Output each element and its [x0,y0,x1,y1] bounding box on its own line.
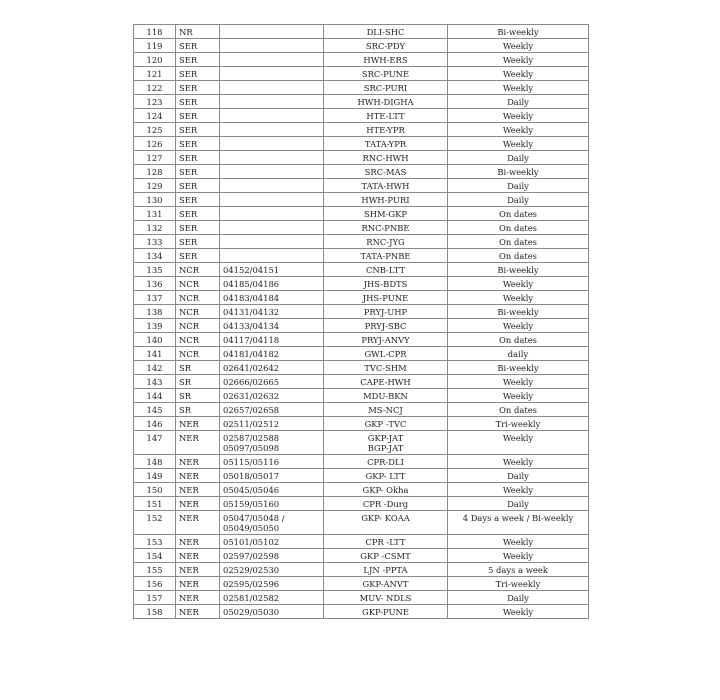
frequency-cell: 5 days a week [448,563,589,577]
frequency-cell: Weekly [448,123,589,137]
serial-number-cell: 119 [134,39,176,53]
serial-number-cell: 158 [134,605,176,619]
route-cell: TATA-YPR [324,137,448,151]
route-cell: MDU-BKN [324,389,448,403]
train-number-cell: 02631/02632 [220,389,324,403]
railway-zone-cell: NCR [176,333,220,347]
frequency-cell: Weekly [448,319,589,333]
railway-zone-cell: SER [176,249,220,263]
railway-zone-cell: SER [176,53,220,67]
table-row [134,455,589,469]
serial-number-cell: 145 [134,403,176,417]
serial-number-cell: 151 [134,497,176,511]
table-row [134,179,589,193]
railway-zone-cell: NER [176,431,220,455]
frequency-cell: On dates [448,403,589,417]
railway-zone-cell: SR [176,403,220,417]
serial-number-cell: 140 [134,333,176,347]
route-cell: HTE-LTT [324,109,448,123]
table-row [134,207,589,221]
serial-number-cell: 144 [134,389,176,403]
railway-zone-cell: NER [176,511,220,535]
route-line: BGP-JAT [367,443,404,453]
route-cell: GKP- Okha [324,483,448,497]
railway-zone-cell: NER [176,549,220,563]
frequency-cell: Weekly [448,549,589,563]
route-cell: MUV- NDLS [324,591,448,605]
table-row [134,249,589,263]
train-number-cell [220,193,324,207]
frequency-cell: On dates [448,207,589,221]
frequency-cell: Daily [448,179,589,193]
serial-number-cell: 147 [134,431,176,455]
route-cell: GKP- KOAA [324,511,448,535]
table-row [134,319,589,333]
serial-number-cell: 135 [134,263,176,277]
serial-number-cell: 118 [134,25,176,39]
table-row [134,81,589,95]
railway-zone-cell: NER [176,469,220,483]
train-number-cell: 02597/02598 [220,549,324,563]
railway-zone-cell: SR [176,375,220,389]
route-cell: HWH-ERS [324,53,448,67]
frequency-cell: Weekly [448,431,589,455]
train-number-cell [220,179,324,193]
train-number-line: 05097/05098 [223,443,280,453]
table-row [134,151,589,165]
route-cell: GKP-PUNE [324,605,448,619]
frequency-cell: Weekly [448,605,589,619]
route-cell: GKP -CSMT [324,549,448,563]
table-row [134,361,589,375]
railway-zone-cell: NER [176,483,220,497]
serial-number-cell: 124 [134,109,176,123]
frequency-cell: Weekly [448,67,589,81]
railway-zone-cell: SER [176,179,220,193]
train-number-cell: 02641/02642 [220,361,324,375]
railway-zone-cell: SER [176,207,220,221]
table-row [134,277,589,291]
route-cell: CAPE-HWH [324,375,448,389]
railway-zone-cell: SER [176,165,220,179]
frequency-cell: Weekly [448,81,589,95]
serial-number-cell: 143 [134,375,176,389]
route-cell: SRC-PDY [324,39,448,53]
train-number-cell: 05029/05030 [220,605,324,619]
table-row [134,193,589,207]
route-cell: RNC-PNBE [324,221,448,235]
route-cell: HWH-DIGHA [324,95,448,109]
frequency-cell: Weekly [448,455,589,469]
railway-zone-cell: NCR [176,347,220,361]
train-number-line: 05047/05048 / [223,513,285,523]
serial-number-cell: 129 [134,179,176,193]
serial-number-cell: 125 [134,123,176,137]
table-row [134,605,589,619]
train-number-cell [220,95,324,109]
table-body [134,25,589,619]
table-row [134,221,589,235]
serial-number-cell: 127 [134,151,176,165]
railway-zone-cell: SR [176,361,220,375]
railway-zone-cell: NCR [176,305,220,319]
route-cell: TATA-PNBE [324,249,448,263]
railway-zone-cell: SER [176,235,220,249]
railway-zone-cell: NCR [176,291,220,305]
railway-zone-cell: SER [176,39,220,53]
train-number-cell [220,221,324,235]
table-row [134,417,589,431]
serial-number-cell: 123 [134,95,176,109]
train-number-cell: 04117/04118 [220,333,324,347]
train-number-cell: 05018/05017 [220,469,324,483]
frequency-cell: daily [448,347,589,361]
table-row [134,563,589,577]
route-cell: JHS-BDTS [324,277,448,291]
table-row [134,95,589,109]
train-number-cell [220,39,324,53]
table-row [134,305,589,319]
route-cell: TATA-HWH [324,179,448,193]
frequency-cell: Weekly [448,109,589,123]
route-cell: SHM-GKP [324,207,448,221]
train-number-cell: 05159/05160 [220,497,324,511]
frequency-cell: Weekly [448,137,589,151]
table-row [134,577,589,591]
serial-number-cell: 120 [134,53,176,67]
train-number-cell: 05045/05046 [220,483,324,497]
train-number-cell [220,109,324,123]
train-number-cell [220,235,324,249]
frequency-cell: Daily [448,151,589,165]
route-cell: CPR -LTT [324,535,448,549]
railway-zone-cell: NCR [176,263,220,277]
train-number-cell: 04183/04184 [220,291,324,305]
route-cell: DLI-SHC [324,25,448,39]
train-number-cell [220,511,324,535]
train-number-cell [220,81,324,95]
route-cell: MS-NCJ [324,403,448,417]
table-row [134,389,589,403]
route-cell: PRYJ-SBC [324,319,448,333]
railway-zone-cell: SER [176,67,220,81]
railway-zone-cell: SER [176,137,220,151]
railway-zone-cell: NER [176,591,220,605]
route-cell: GKP -TVC [324,417,448,431]
frequency-cell: On dates [448,235,589,249]
frequency-cell: On dates [448,249,589,263]
railway-zone-cell: NR [176,25,220,39]
table-row [134,511,589,535]
frequency-cell: Weekly [448,291,589,305]
railway-zone-cell: NER [176,563,220,577]
railway-zone-cell: NER [176,605,220,619]
table-row [134,165,589,179]
serial-number-cell: 128 [134,165,176,179]
train-number-line: 02587/02588 [223,433,280,443]
route-cell: TVC-SHM [324,361,448,375]
serial-number-cell: 122 [134,81,176,95]
table-row [134,497,589,511]
serial-number-cell: 152 [134,511,176,535]
route-cell [324,431,448,455]
frequency-cell: Daily [448,469,589,483]
table-row [134,375,589,389]
railway-zone-cell: SR [176,389,220,403]
train-number-cell [220,67,324,81]
railway-zone-cell: SER [176,109,220,123]
route-cell: GKP- LTT [324,469,448,483]
serial-number-cell: 137 [134,291,176,305]
frequency-cell: Weekly [448,375,589,389]
serial-number-cell: 138 [134,305,176,319]
table-row [134,291,589,305]
frequency-cell: Bi-weekly [448,305,589,319]
frequency-cell: Daily [448,591,589,605]
frequency-cell: Bi-weekly [448,25,589,39]
serial-number-cell: 139 [134,319,176,333]
train-number-cell: 04185/04186 [220,277,324,291]
table-row [134,535,589,549]
route-cell: RNC-JYG [324,235,448,249]
serial-number-cell: 155 [134,563,176,577]
route-cell: JHS-PUNE [324,291,448,305]
train-number-cell: 02595/02596 [220,577,324,591]
serial-number-cell: 131 [134,207,176,221]
serial-number-cell: 121 [134,67,176,81]
railway-zone-cell: SER [176,151,220,165]
railway-zone-cell: SER [176,81,220,95]
table-row [134,431,589,455]
railway-zone-cell: SER [176,221,220,235]
train-number-cell: 04181/04182 [220,347,324,361]
route-cell: PRYJ-ANVY [324,333,448,347]
railway-zone-cell: NCR [176,277,220,291]
frequency-cell: Weekly [448,389,589,403]
route-cell: CNB-LTT [324,263,448,277]
frequency-cell: Weekly [448,277,589,291]
train-number-cell: 02666/02665 [220,375,324,389]
train-number-cell: 05115/05116 [220,455,324,469]
route-cell: GWL-CPR [324,347,448,361]
route-cell: PRYJ-UHP [324,305,448,319]
railway-zone-cell: NER [176,535,220,549]
frequency-cell: Weekly [448,535,589,549]
train-number-cell [220,53,324,67]
frequency-cell: On dates [448,333,589,347]
train-number-cell: 04152/04151 [220,263,324,277]
train-number-cell: 02657/02658 [220,403,324,417]
serial-number-cell: 157 [134,591,176,605]
serial-number-cell: 134 [134,249,176,263]
serial-number-cell: 130 [134,193,176,207]
table-row [134,53,589,67]
serial-number-cell: 153 [134,535,176,549]
train-number-cell [220,151,324,165]
table-row [134,403,589,417]
train-number-cell: 04133/04134 [220,319,324,333]
train-number-cell: 02581/02582 [220,591,324,605]
serial-number-cell: 146 [134,417,176,431]
frequency-cell: Daily [448,95,589,109]
table-row [134,109,589,123]
train-number-cell [220,431,324,455]
railway-zone-cell: SER [176,95,220,109]
table-row [134,137,589,151]
route-cell: SRC-MAS [324,165,448,179]
route-cell: SRC-PUNE [324,67,448,81]
train-number-cell [220,25,324,39]
train-number-cell [220,123,324,137]
frequency-cell: Weekly [448,53,589,67]
railway-zone-cell: NER [176,455,220,469]
frequency-cell: Weekly [448,483,589,497]
frequency-cell: Bi-weekly [448,361,589,375]
table-row [134,333,589,347]
serial-number-cell: 141 [134,347,176,361]
serial-number-cell: 148 [134,455,176,469]
train-number-cell: 05101/05102 [220,535,324,549]
route-cell: HWH-PURI [324,193,448,207]
serial-number-cell: 126 [134,137,176,151]
frequency-cell: Bi-weekly [448,165,589,179]
table-row [134,591,589,605]
frequency-cell: Tri-weekly [448,577,589,591]
route-cell: GKP-ANVT [324,577,448,591]
route-cell: RNC-HWH [324,151,448,165]
serial-number-cell: 156 [134,577,176,591]
route-cell: CPR -Durg [324,497,448,511]
frequency-cell: 4 Days a week / Bi-weekly [448,511,589,535]
route-cell: LJN -PPTA [324,563,448,577]
train-number-cell [220,137,324,151]
route-cell: CPR-DLI [324,455,448,469]
train-number-line: 05049/05050 [223,523,280,533]
railway-zone-cell: SER [176,193,220,207]
frequency-cell: On dates [448,221,589,235]
railway-zone-cell: NER [176,497,220,511]
serial-number-cell: 132 [134,221,176,235]
train-number-cell [220,207,324,221]
railway-zone-cell: NER [176,577,220,591]
table-row [134,263,589,277]
table-row [134,469,589,483]
table-row [134,549,589,563]
table-row [134,25,589,39]
train-number-cell: 04131/04132 [220,305,324,319]
table-row [134,67,589,81]
railway-zone-cell: NER [176,417,220,431]
table-row [134,39,589,53]
serial-number-cell: 149 [134,469,176,483]
train-number-cell: 02511/02512 [220,417,324,431]
frequency-cell: Daily [448,497,589,511]
serial-number-cell: 150 [134,483,176,497]
table-row [134,347,589,361]
train-number-cell [220,249,324,263]
table-row [134,235,589,249]
railway-zone-cell: SER [176,123,220,137]
route-cell: HTE-YPR [324,123,448,137]
railway-zone-cell: NCR [176,319,220,333]
serial-number-cell: 142 [134,361,176,375]
train-number-cell: 02529/02530 [220,563,324,577]
frequency-cell: Daily [448,193,589,207]
special-trains-table [133,24,589,619]
frequency-cell: Tri-weekly [448,417,589,431]
frequency-cell: Bi-weekly [448,263,589,277]
table-row [134,123,589,137]
train-number-cell [220,165,324,179]
serial-number-cell: 154 [134,549,176,563]
table-row [134,483,589,497]
route-cell: SRC-PURI [324,81,448,95]
serial-number-cell: 136 [134,277,176,291]
route-line: GKP-JAT [367,433,404,443]
serial-number-cell: 133 [134,235,176,249]
frequency-cell: Weekly [448,39,589,53]
